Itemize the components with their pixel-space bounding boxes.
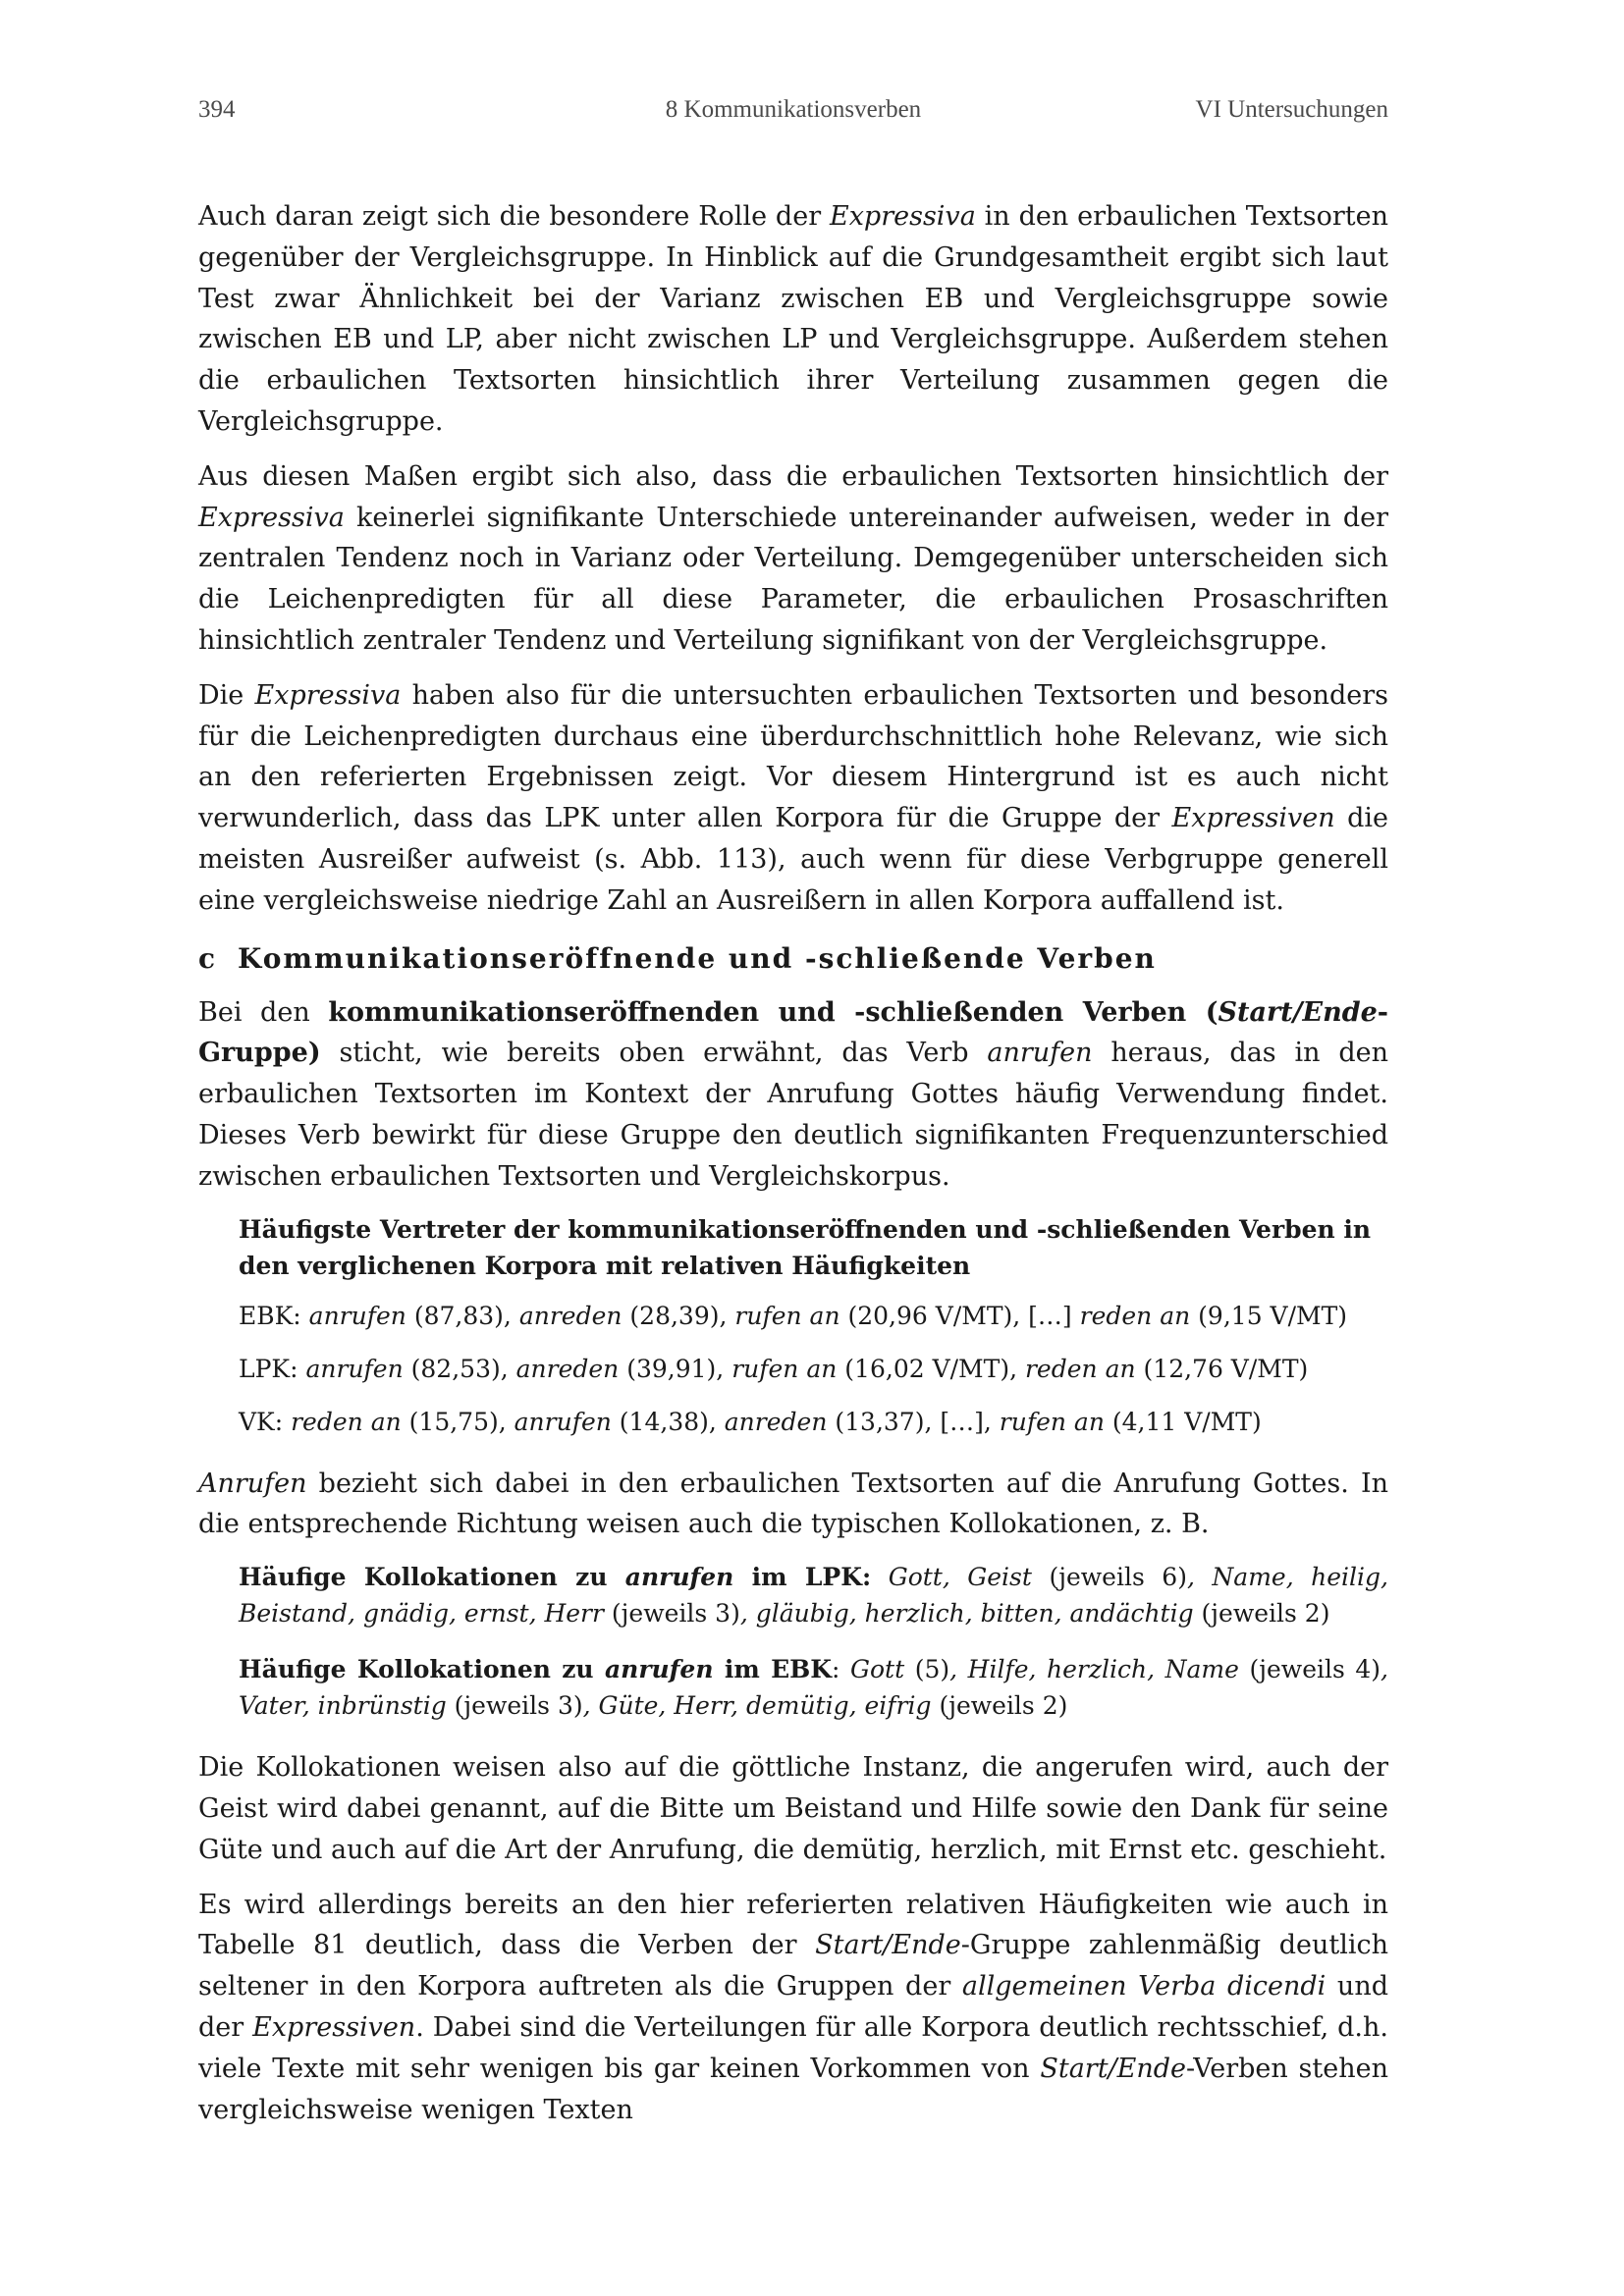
text-run: (13,37), […], [827,1407,1000,1436]
paragraph [198,992,1388,1198]
text-run: (jeweils 4) [1238,1655,1381,1684]
text-run: (5) [904,1655,950,1684]
paragraph [198,1464,1388,1546]
text-run: : [832,1655,851,1684]
italic-text: , Vater, inbrünstig [239,1655,1388,1721]
italic-text: , Güte, Herr, demütig, eifrig [582,1691,932,1721]
paragraph [198,1747,1388,1870]
text-run: VK: [239,1407,292,1436]
italic-text: anrufen [514,1407,612,1436]
paragraph [198,456,1388,662]
text-run: (jeweils 2) [931,1691,1068,1721]
bold-text: im LPK: [733,1563,872,1592]
italic-text: anrufen [305,1354,404,1383]
part-title: VI Untersuchungen [1195,96,1388,123]
text-run: -Gruppe zahlenmäßig deutlich seltener in den Korpora auftreten als die Gruppen der [198,1930,1388,2002]
section-heading [198,939,1388,979]
paragraph [198,675,1388,922]
italic-text: Expressiven [252,2011,416,2043]
bold-italic-text: anrufen [624,1563,734,1592]
frequency-line-ebk [239,1298,1388,1334]
frequency-line-vk [239,1404,1388,1440]
italic-text: allgemeinen Verba dicendi [961,1971,1326,2002]
text-run: die meisten Ausreißer aufweist (s. Abb. 113), auch wenn für diese Verbgruppe generell eine vergleichsweise niedrige Zahl an Ausreißern in allen Korpora auffallend ist. [198,803,1388,916]
text-run: heraus, das in den erbaulichen Textsorten im Kontext der Anrufung Gottes häufig Verwendung findet. Dieses Verb bewirkt für diese Gruppe den deutlich signifikanten Frequenzunterschied zwischen erbaulichen Textsorten und Vergleichskorpus. [198,1038,1388,1192]
collocation-lpk [239,1559,1388,1631]
text-run: keinerlei signifikante Unterschiede untereinander aufweisen, weder in der zentralen Tendenz noch in Varianz oder Verteilung. Demgegenüber unterscheiden sich die Leichenpredigten für all diese Parameter, die erbaulichen Prosaschriften hinsichtlich zentraler Tendenz und Verteilung signifikant von der Vergleichsgruppe. [198,502,1388,656]
italic-text: Expressiva [829,201,976,232]
text-run: sticht, wie bereits oben erwähnt, das Verb [320,1038,988,1069]
bold-text: Häufige Kollokationen zu [239,1563,625,1592]
italic-text: anrufen [308,1301,406,1330]
text-run: -Verben stehen vergleichsweise wenigen Texten [198,2053,1388,2125]
italic-text: , gläubig, herzlich, bitten, andächtig [739,1599,1194,1629]
text-run: . Dabei sind die Verteilungen für alle Korpora deutlich rechtsschief, d.h. viele Texte mit sehr wenigen bis gar keinen Vorkommen von [198,2011,1388,2084]
section-letter: c [198,941,216,975]
italic-text: reden an [291,1407,402,1436]
text-run: Die [198,679,255,711]
text-run: (jeweils 3) [446,1691,583,1721]
text-run: (jeweils 2) [1193,1599,1330,1629]
italic-text: rufen an [999,1407,1105,1436]
main-text [198,196,1388,2144]
text-run: (jeweils 3) [603,1599,740,1629]
text-run: (jeweils 6) [1031,1563,1187,1592]
text-run [871,1563,889,1591]
text-run: EBK: [239,1301,309,1330]
text-run: Bei den [198,996,329,1028]
italic-text: anreden [724,1407,828,1436]
italic-text: , Name, heilig, Beistand, gnädig, ernst, Herr [239,1563,1388,1629]
italic-text: Start/Ende [1040,2053,1187,2084]
text-run: Die Kollokationen weisen also auf die göttliche Instanz, die angerufen wird, auch der Geist wird dabei genannt, auf die Bitte um Beistand und Hilfe sowie den Dank für seine Güte und auch auf die Art der Anrufung, die demütig, herzlich, mit Ernst etc. geschieht. [198,1752,1388,1865]
bold-text: Häufige Kollokationen zu [239,1655,605,1684]
chapter-title: 8 Kommunikationsverben [665,96,922,123]
bold-text: im EBK [713,1655,833,1684]
text-run: LPK: [239,1354,306,1383]
italic-text: reden an [1079,1301,1191,1330]
italic-text: Start/Ende [815,1930,961,1961]
text-run: Auch daran zeigt sich die besondere Rolle der [198,201,830,232]
text-run: und der [198,1971,1388,2043]
paragraph [198,196,1388,443]
italic-text: Gott, Geist [888,1563,1032,1592]
bold-italic-text: Start/Ende [1218,996,1378,1028]
italic-text: anreden [515,1354,620,1383]
running-header [198,96,1388,135]
italic-text: , Hilfe, herzlich, Name [949,1655,1239,1684]
italic-text: rufen an [731,1354,838,1383]
section-title: Kommunikationseröffnende und -schließende Verben [238,941,1157,975]
text-run: (87,83), [406,1301,519,1330]
text-run: (39,91), [619,1354,732,1383]
collocation-block [239,1559,1388,1724]
text-run: (9,15 V/MT) [1190,1301,1348,1330]
paragraph [198,1885,1388,2131]
italic-text: Expressiva [198,502,345,533]
text-run: in den erbaulichen Textsorten gegenüber der Vergleichsgruppe. In Hinblick auf die Grundgesamtheit ergibt sich laut Test zwar Ähnlichkeit bei der Varianz zwischen EB und Vergleichsgruppe sowie zwischen EB und LP, aber nicht zwischen LP und Vergleichsgruppe. Außerdem stehen die erbaulichen Textsorten hinsichtlich ihrer Verteilung zusammen gegen die Vergleichsgruppe. [198,201,1388,437]
text-run: (12,76 V/MT) [1135,1354,1309,1383]
frequency-block [239,1211,1388,1440]
italic-text: anreden [518,1301,623,1330]
frequency-line-lpk [239,1351,1388,1387]
italic-text: Anrufen [198,1468,307,1499]
frequency-block-title: Häufigste Vertreter der kommunikationseröffnenden und -schließenden Verben in den verglichenen Korpora mit relativen Häufigkeiten [239,1214,1372,1280]
italic-text: rufen an [734,1301,840,1330]
italic-text: Gott [850,1655,905,1684]
text-run: (82,53), [403,1354,516,1383]
text-run: (15,75), [401,1407,514,1436]
bold-italic-text: anrufen [604,1655,714,1684]
collocation-ebk [239,1651,1388,1724]
text-run: (4,11 V/MT) [1104,1407,1262,1436]
italic-text: Expressiva [254,679,402,711]
text-run: Es wird allerdings bereits an den hier referierten relativen Häufigkeiten wie auch in Tabelle 81 deutlich, dass die Verben der [198,1889,1388,1961]
text-run: haben also für die untersuchten erbaulichen Textsorten und besonders für die Leichenpredigten durchaus eine überdurchschnittlich hohe Relevanz, wie sich an den referierten Ergebnissen zeigt. Vor diesem Hintergrund ist es auch nicht verwunderlich, dass das LPK unter allen Korpora für die Gruppe der [198,679,1389,834]
italic-text: Expressiven [1171,803,1335,834]
italic-text: reden an [1024,1354,1136,1383]
bold-text: kommunikationseröffnenden und -schließenden Verben ( [328,996,1218,1028]
text-run: (16,02 V/MT), [837,1354,1025,1383]
bold-text: -Gruppe) [198,996,1388,1069]
italic-text: anrufen [987,1038,1093,1069]
text-run: Aus diesen Maßen ergibt sich also, dass die erbaulichen Textsorten hinsichtlich der [198,460,1388,492]
text-run: bezieht sich dabei in den erbaulichen Textsorten auf die Anrufung Gottes. In die entsprechende Richtung weisen auch die typischen Kollokationen, z. B. [198,1468,1388,1540]
page-number: 394 [198,96,236,123]
text-run: (28,39), [622,1301,735,1330]
text-run: (20,96 V/MT), […] [839,1301,1080,1330]
text-run: (14,38), [611,1407,725,1436]
